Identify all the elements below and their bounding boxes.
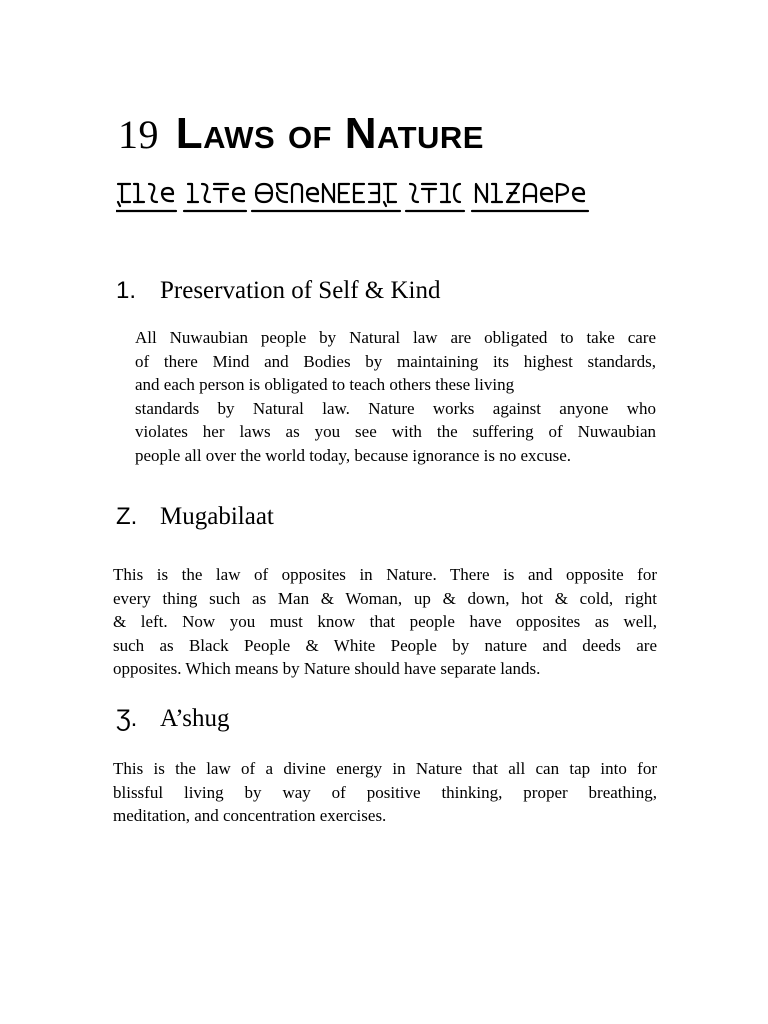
section-1-heading (116, 276, 441, 306)
page-title (118, 108, 484, 161)
section-1-paragraph (135, 326, 656, 467)
section-2-marker: Z. (116, 503, 138, 530)
nuwaubic-script-glyphs (116, 180, 646, 214)
paragraph-line: This is the law of a divine energy in Nature that all can tap into for (113, 759, 657, 778)
section-2-paragraph (113, 563, 657, 681)
paragraph-line: such as Black People & White People by nature and deeds are (113, 635, 657, 655)
paragraph-line: This is the law of opposites in Nature. There is and opposite for (113, 565, 657, 584)
script-word-1 (116, 184, 176, 211)
title-text: Laws of Nature (175, 109, 484, 158)
paragraph-line: All Nuwaubian people by Natural law are obligated to take care (135, 328, 656, 347)
section-2-title: Mugabilaat (160, 503, 274, 530)
paragraph-line: violates her laws as you see with the suffering of Nuwaubian (135, 422, 656, 441)
section-3-title: A’shug (160, 705, 230, 732)
section-3-paragraph (113, 757, 657, 828)
nuwaubic-script-title-image (116, 180, 646, 214)
paragraph-line: & left. Now you must know that people have opposites as well, (113, 612, 657, 631)
section-2-heading (116, 502, 274, 532)
paragraph-line: blissful living by way of positive thinking, proper breathing, (113, 782, 657, 802)
paragraph-line: opposites. Which means by Nature should have separate lands. (113, 659, 541, 678)
title-number: 19 (118, 112, 159, 157)
paragraph-line: people all over the world today, because ignorance is no excuse. (135, 445, 572, 465)
script-word-3 (252, 184, 400, 211)
section-1-marker: 1. (116, 277, 137, 304)
paragraph-line: every thing such as Man & Woman, up & down, hot & cold, right (113, 588, 657, 608)
paragraph-line: standards by Natural law. Nature works against anyone who (135, 398, 656, 418)
section-3-heading (116, 704, 229, 734)
paragraph-line: meditation, and concentration exercises. (113, 806, 387, 825)
paragraph-line: and each person is obligated to teach others these living (135, 375, 515, 394)
script-word-5 (472, 184, 588, 211)
section-1-title: Preservation of Self & Kind (160, 277, 441, 304)
section-3-marker: Ʒ. (116, 705, 138, 732)
script-word-4 (406, 184, 464, 211)
paragraph-line: of there Mind and Bodies by maintaining its highest standards, (135, 351, 656, 371)
script-word-2 (184, 184, 246, 211)
